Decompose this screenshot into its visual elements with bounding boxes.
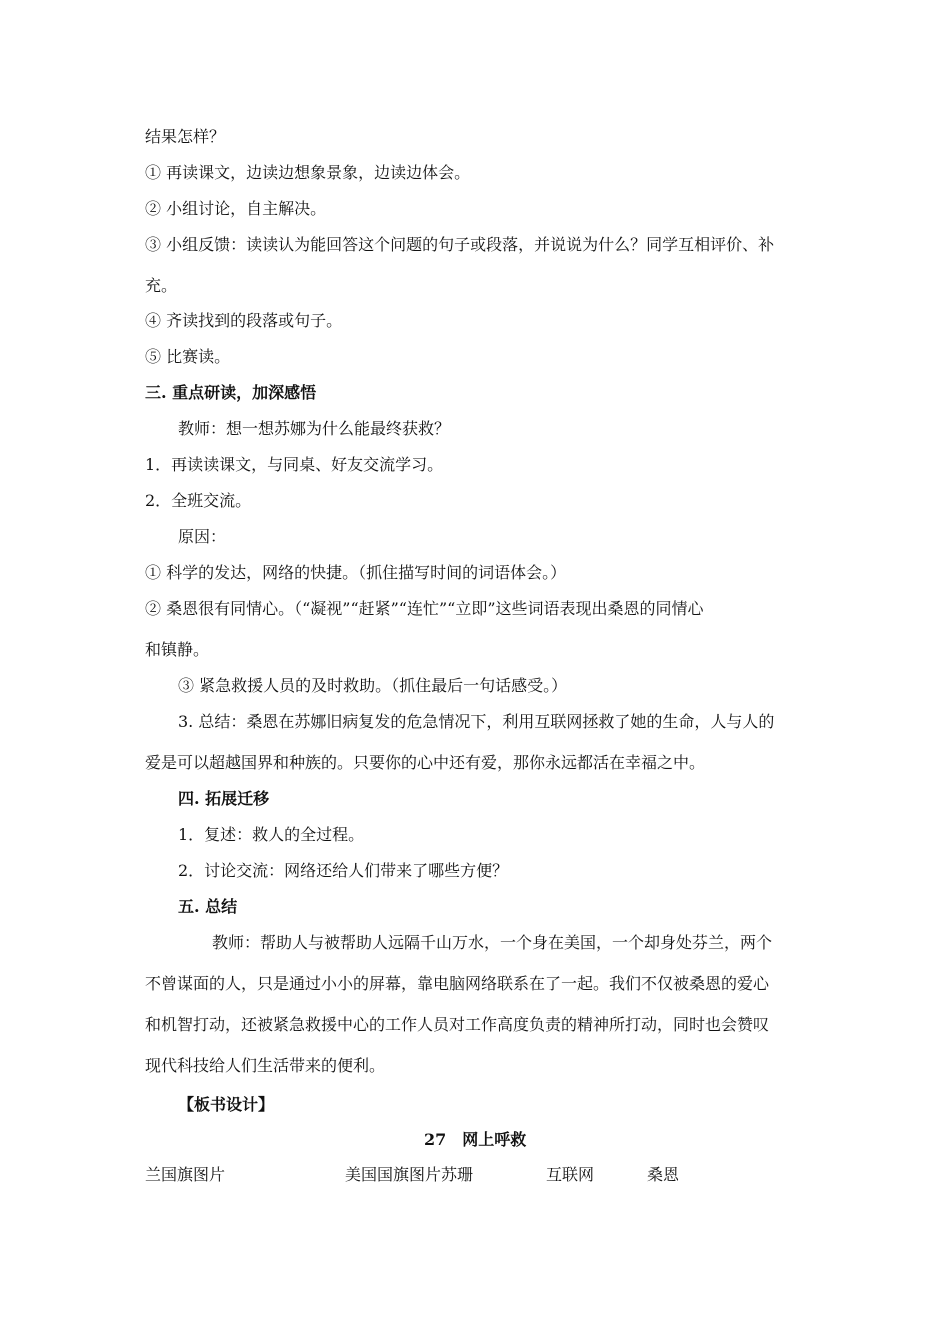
text-line: ③ 紧急救援人员的及时救助。（抓住最后一句话感受。） — [178, 676, 568, 695]
text-line: 现代科技给人们生活带来的便利。 — [145, 1056, 386, 1075]
section-heading: 五. 总结 — [178, 897, 238, 916]
text-line: 2．全班交流。 — [145, 491, 252, 510]
text-line: 充。 — [145, 276, 178, 295]
text-line: ① 再读课文，边读边想象景象，边读边体会。 — [145, 163, 471, 182]
text-line: ② 小组讨论，自主解决。 — [145, 199, 327, 218]
text-line: ⑤ 比赛读。 — [145, 347, 231, 366]
text-line: ② 桑恩很有同情心。（“凝视”“赶紧”“连忙”“立即”这些词语表现出桑恩的同情心 — [145, 599, 704, 618]
text-line: 3. 总结：桑恩在苏娜旧病复发的危急情况下，利用互联网拯救了她的生命，人与人的 — [178, 712, 775, 731]
section-heading: 三. 重点研读，加深感悟 — [145, 383, 317, 402]
text-line: 教师：想一想苏娜为什么能最终获救？ — [178, 419, 451, 438]
section-heading: 四. 拓展迁移 — [178, 789, 270, 808]
text-line: 结果怎样？ — [145, 127, 226, 146]
text-line: 爱是可以超越国界和种族的。只要你的心中还有爱，那你永远都活在幸福之中。 — [145, 753, 706, 772]
text-line: 和镇静。 — [145, 640, 210, 659]
text-line: 教师：帮助人与被帮助人远隔千山万水，一个身在美国，一个却身处芬兰，两个 — [212, 933, 773, 952]
board-design-heading: 【板书设计】 — [178, 1095, 275, 1114]
text-line: 2．讨论交流：网络还给人们带来了哪些方便？ — [178, 861, 509, 880]
text-line: 1．再读读课文，与同桌、好友交流学习。 — [145, 455, 444, 474]
board-cell-internet: 互联网 — [546, 1165, 595, 1184]
text-line: 和机智打动，还被紧急救援中心的工作人员对工作高度负责的精神所打动，同时也会赞叹 — [145, 1015, 770, 1034]
board-title: 27 网上呼救 — [424, 1130, 527, 1149]
board-cell-flag-image: 兰国旗图片 — [145, 1165, 226, 1184]
board-cell-sang-en: 桑恩 — [647, 1165, 680, 1184]
text-line: 原因： — [178, 527, 227, 546]
text-line: 不曾谋面的人，只是通过小小的屏幕，靠电脑网络联系在了一起。我们不仅被桑恩的爱心 — [145, 974, 770, 993]
text-line: 1．复述：救人的全过程。 — [178, 825, 365, 844]
text-line: ① 科学的发达，网络的快捷。（抓住描写时间的词语体会。） — [145, 563, 567, 582]
text-line: ④ 齐读找到的段落或句子。 — [145, 311, 343, 330]
board-cell-us-flag-susan: 美国国旗图片苏珊 — [345, 1165, 474, 1184]
text-line: ③ 小组反馈：读读认为能回答这个问题的句子或段落，并说说为什么？同学互相评价、补 — [145, 235, 775, 254]
